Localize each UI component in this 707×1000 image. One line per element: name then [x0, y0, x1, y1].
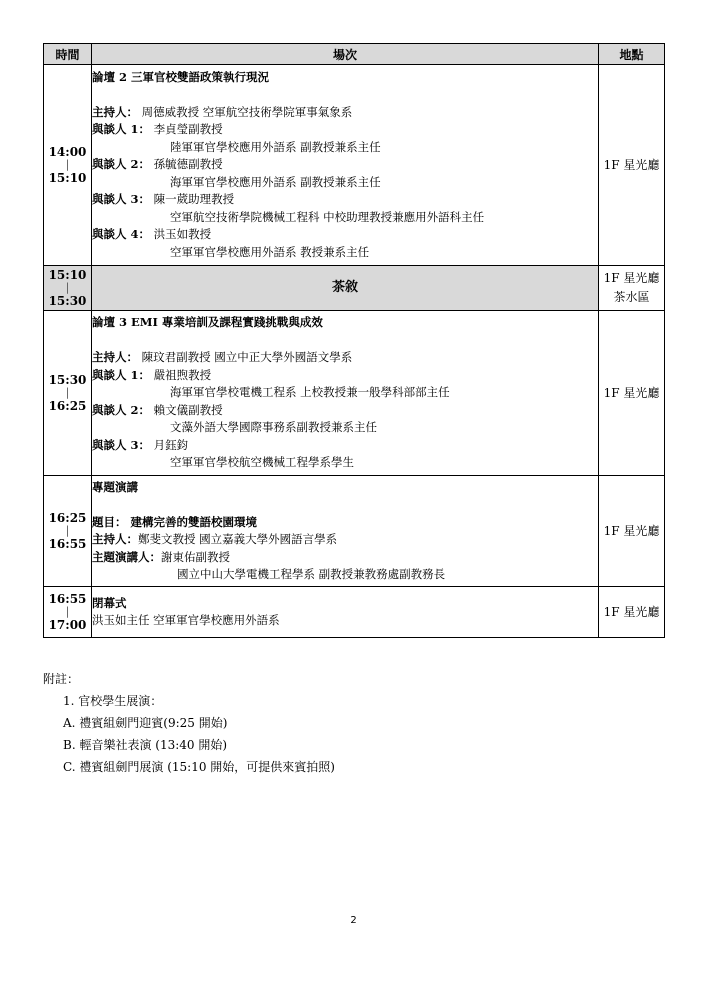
- speaker-line: [92, 139, 598, 157]
- spacer: [92, 86, 598, 104]
- speaker-text: 文藻外語大學國際事務系副教授兼系主任: [170, 420, 377, 435]
- time-cell: [44, 65, 92, 266]
- time-separator: |: [65, 158, 70, 171]
- role-label: 主持人：: [92, 104, 138, 119]
- note-item: 1. 官校學生展演：: [63, 694, 163, 708]
- role-label: 主持人：: [92, 532, 138, 546]
- speaker-text: 空軍軍官學校航空機械工程學系學生: [170, 455, 354, 470]
- time-end: 15:30: [48, 294, 87, 308]
- speaker-text: 謝東佑副教授: [161, 549, 230, 564]
- table-header-row: [44, 44, 665, 65]
- role-label: 與談人 3：: [92, 192, 151, 207]
- session-title: 專題演講: [92, 479, 138, 494]
- topic-line: [92, 514, 598, 532]
- role-label: 與談人 2：: [92, 157, 151, 172]
- time-end: 17:00: [48, 618, 87, 632]
- schedule-body: [44, 65, 665, 638]
- role-label: 與談人 1：: [92, 122, 151, 137]
- time-separator: |: [65, 605, 70, 618]
- speaker-line: [92, 454, 598, 472]
- role-label: 主持人：: [92, 350, 138, 365]
- speaker-text: 月鈺鈞: [150, 437, 189, 452]
- speaker-text: 孫毓德副教授: [150, 157, 223, 172]
- time-end: 16:55: [48, 537, 87, 551]
- page-number: 2: [350, 915, 357, 926]
- session-row: [44, 476, 665, 587]
- speaker-text: 陸軍軍官學校應用外語系 副教授兼系主任: [170, 139, 381, 154]
- speaker-text: 海軍軍官學校應用外語系 副教授兼系主任: [170, 174, 381, 189]
- speaker-line: [92, 531, 598, 549]
- speaker-text: 陳一葳助理教授: [150, 192, 235, 207]
- header-location: 地點: [599, 44, 665, 65]
- session-title: 論壇 3 EMI 專業培訓及課程實踐挑戰與成效: [92, 315, 323, 330]
- location-text: 1F 星光廳: [603, 523, 660, 538]
- location-cell: [599, 311, 665, 476]
- speaker-line: [92, 209, 598, 227]
- location-text: 茶水區: [613, 290, 650, 304]
- time-end: 16:25: [48, 399, 87, 413]
- speaker-text: 陳玟君副教授 國立中正大學外國語文學系: [138, 350, 353, 365]
- time-cell: [44, 587, 92, 638]
- role-label: 與談人 2：: [92, 402, 151, 417]
- speaker-text: 洪玉如教授: [150, 227, 212, 242]
- spacer: [92, 496, 598, 514]
- session-cell: [92, 311, 599, 476]
- spacer: [92, 332, 598, 350]
- session-row: [44, 65, 665, 266]
- notes-title: 附註：: [43, 672, 80, 686]
- location-cell: [599, 587, 665, 638]
- speaker-line: [92, 549, 598, 567]
- time-cell: [44, 476, 92, 587]
- speaker-text: 海軍軍官學校電機工程系 上校教授兼一般學科部部主任: [170, 385, 450, 400]
- speaker-line: [92, 244, 598, 262]
- session-row: [44, 587, 665, 638]
- note-item: C. 禮賓組劍門展演 (15:10 開始，可提供來賓拍照): [63, 760, 335, 774]
- role-label: 主題演講人：: [92, 549, 161, 564]
- speaker-line: [92, 402, 598, 420]
- speaker-text: 李貞瑩副教授: [150, 122, 223, 137]
- speaker-text: 洪玉如主任 空軍軍官學校應用外語系: [92, 613, 280, 627]
- speaker-text: 國立中山大學電機工程學系 副教授兼教務處副教務長: [177, 567, 446, 581]
- speaker-text: 嚴祖煦教授: [150, 367, 212, 382]
- time-start: 15:30: [48, 373, 87, 387]
- location-cell: [599, 266, 665, 311]
- speaker-line: [92, 367, 598, 385]
- session-cell: [92, 65, 599, 266]
- role-label: 與談人 3：: [92, 437, 151, 452]
- time-start: 16:55: [48, 592, 87, 606]
- session-row: [44, 311, 665, 476]
- location-cell: [599, 476, 665, 587]
- notes-section: [43, 668, 335, 778]
- time-separator: |: [65, 281, 70, 294]
- speaker-text: 空軍航空技術學院機械工程科 中校助理教授兼應用外語科主任: [170, 209, 485, 224]
- speaker-text: 空軍軍官學校應用外語系 教授兼系主任: [170, 244, 370, 259]
- speaker-line: [92, 419, 598, 437]
- session-title: 論壇 2 三軍官校雙語政策執行現況: [92, 69, 270, 84]
- role-label: 與談人 1：: [92, 367, 151, 382]
- topic-label: 題目：: [92, 514, 127, 529]
- speaker-text: 周德威教授 空軍航空技術學院軍事氣象系: [138, 104, 353, 119]
- break-row: [44, 266, 665, 311]
- speaker-line: [92, 566, 598, 584]
- speaker-line: [92, 191, 598, 209]
- speaker-line: [92, 121, 598, 139]
- session-cell: [92, 587, 599, 638]
- time-separator: |: [65, 386, 70, 399]
- session-cell: [92, 476, 599, 587]
- role-label: 與談人 4：: [92, 227, 151, 242]
- location-text: 1F 星光廳: [603, 157, 660, 172]
- topic-text: 建構完善的雙語校園環境: [126, 514, 258, 529]
- location-text: 1F 星光廳: [603, 271, 660, 285]
- schedule-table: [43, 43, 665, 638]
- location-cell: [599, 65, 665, 266]
- speaker-line: [92, 384, 598, 402]
- speaker-line: [92, 156, 598, 174]
- speaker-line: [92, 612, 598, 630]
- location-text: 1F 星光廳: [603, 385, 660, 400]
- note-item: B. 輕音樂社表演 (13:40 開始): [63, 738, 228, 752]
- location-text: 1F 星光廳: [603, 604, 660, 619]
- speaker-line: [92, 349, 598, 367]
- note-item: A. 禮賓組劍門迎賓(9:25 開始): [63, 716, 228, 730]
- time-start: 16:25: [48, 511, 87, 525]
- speaker-line: [92, 437, 598, 455]
- time-separator: |: [65, 524, 70, 537]
- header-session: 場次: [92, 44, 599, 65]
- time-cell: [44, 266, 92, 311]
- speaker-line: [92, 226, 598, 244]
- speaker-line: [92, 174, 598, 192]
- speaker-text: 鄭斐文教授 國立嘉義大學外國語言學系: [138, 532, 338, 546]
- header-time: 時間: [44, 44, 92, 65]
- session-cell: 茶敘: [92, 266, 599, 311]
- time-start: 15:10: [48, 268, 87, 282]
- session-title: 閉幕式: [92, 595, 127, 610]
- speaker-line: [92, 104, 598, 122]
- time-end: 15:10: [48, 171, 87, 185]
- time-cell: [44, 311, 92, 476]
- speaker-text: 賴文儀副教授: [150, 402, 223, 417]
- time-start: 14:00: [48, 145, 87, 159]
